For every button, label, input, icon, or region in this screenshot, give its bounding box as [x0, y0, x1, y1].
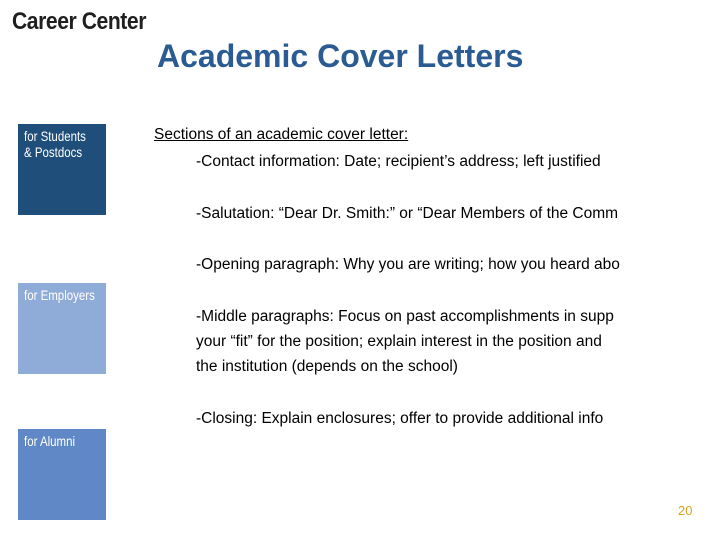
nav-for-employers-label: for Employers — [24, 287, 95, 303]
opening-paragraph-item: -Opening paragraph: Why you are writing; how you heard abo — [196, 256, 620, 273]
slide-body — [154, 126, 720, 446]
nav-for-students-postdocs[interactable] — [18, 124, 106, 215]
middle-paragraphs-item: -Middle paragraphs: Focus on past accomplishments in supp — [196, 308, 614, 325]
career-center-logo: Career Center — [12, 8, 146, 35]
slide-title: Academic Cover Letters — [157, 38, 524, 74]
sections-heading: Sections of an academic cover letter: — [154, 126, 409, 143]
page-number: 20 — [678, 503, 693, 518]
contact-info-item: -Contact information: Date; recipient’s address; left justified — [196, 153, 601, 170]
middle-paragraphs-continued-2: the institution (depends on the school) — [196, 358, 458, 375]
nav-for-students-line1: for Students — [24, 128, 86, 144]
nav-for-employers[interactable] — [18, 283, 106, 374]
nav-for-alumni-label: for Alumni — [24, 433, 76, 449]
middle-paragraphs-continued-1: your “fit” for the position; explain interest in the position and — [196, 333, 602, 350]
nav-for-students-label — [24, 128, 86, 160]
closing-item: -Closing: Explain enclosures; offer to provide additional info — [196, 410, 604, 427]
nav-for-alumni[interactable] — [18, 429, 106, 520]
nav-for-students-line2: & Postdocs — [24, 144, 83, 160]
salutation-item: -Salutation: “Dear Dr. Smith:” or “Dear Members of the Comm — [196, 205, 619, 222]
